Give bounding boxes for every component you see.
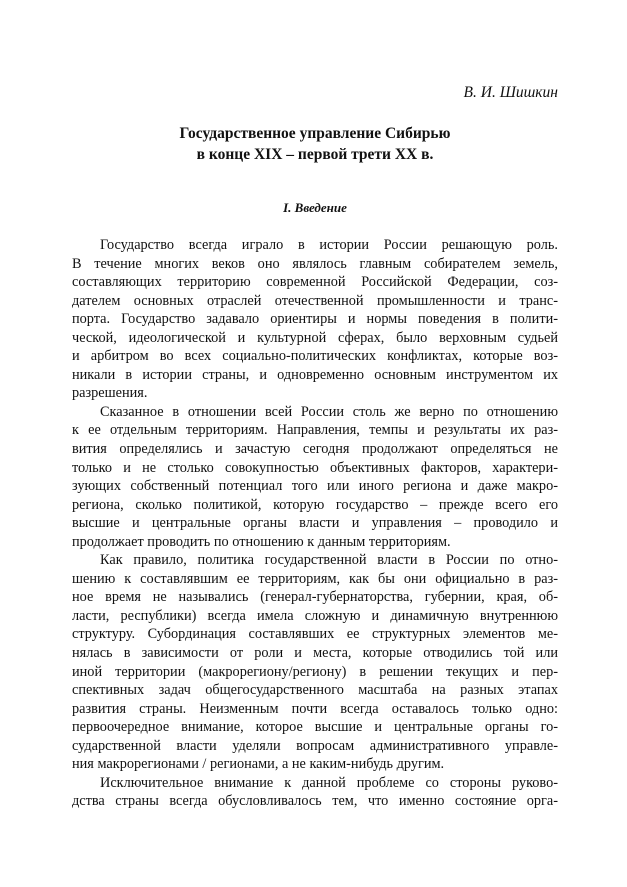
text-line: продолжает проводить по отношению к данным территориям. xyxy=(72,533,451,550)
text-line: Сказанное в отношении всей России столь же верно по отношению xyxy=(100,403,558,420)
text-line: к ее отдельным территориям. Направления, темпы и результаты их раз- xyxy=(72,422,558,439)
section-heading: I. Введение xyxy=(283,200,347,215)
text-line: дателем основных отраслей отечественной промышленности и транс- xyxy=(72,292,558,309)
text-line: и арбитром во всех социально-политических конфликтах, которые воз- xyxy=(72,348,558,365)
text-line: высшие и центральные органы власти и управления – проводило и xyxy=(72,515,558,532)
text-line: нялась в зависимости от роли и места, которые отводились той или xyxy=(72,645,558,662)
text-line: В течение многих веков оно являлось главным собирателем земель, xyxy=(72,255,558,272)
text-line: никали в истории страны, и одновременно основным инструментом их xyxy=(72,366,558,383)
text-line: разрешения. xyxy=(72,385,148,402)
text-line: зующих собственный потенциал того или иного региона и даже макро- xyxy=(72,478,558,495)
text-line: региона, сколько политикой, которую государство – прежде всего его xyxy=(72,496,558,513)
text-line: иной территории (макрорегиону/региону) в решении текущих и пер- xyxy=(72,663,558,680)
title-line: Государственное управление Сибирью xyxy=(179,125,451,142)
text-line: порта. Государство задавало ориентиры и нормы поведения в полити- xyxy=(72,311,558,328)
text-line: сударственной власти уделяли вопросам административного управле- xyxy=(72,737,558,754)
paragraph xyxy=(72,403,558,551)
text-line: Государство всегда играло в истории России решающую роль. xyxy=(100,237,558,253)
text-line: вития определялись и зачастую сегодня продолжают определяться не xyxy=(72,441,558,458)
text-line: ческой, идеологической и культурной сферах, было верховным судьей xyxy=(72,329,558,346)
text-line: только и не столько совокупностью объективных факторов, характери- xyxy=(72,459,558,476)
paragraph xyxy=(72,774,558,811)
text-line: первоочередное внимание, которое высшие и центральные органы го- xyxy=(72,719,558,736)
article-title xyxy=(72,123,558,165)
text-line: Исключительное внимание к данной проблеме со стороны руково- xyxy=(100,774,558,791)
paragraph xyxy=(72,551,558,774)
paragraph xyxy=(72,236,558,403)
text-line: ласти, республики) всегда имела сложную и динамичную внутреннюю xyxy=(72,607,558,624)
text-line: дства страны всегда обусловливалось тем, что именно состояние орга- xyxy=(72,793,558,810)
article-body xyxy=(72,236,558,811)
text-line: развития страны. Неизменным почти всегда оставалось только одно: xyxy=(72,700,558,717)
text-line: структуру. Субординация составлявших ее структурных элементов ме- xyxy=(72,626,558,643)
text-line: Как правило, политика государственной власти в России по отно- xyxy=(100,552,558,569)
author-name: В. И. Шишкин xyxy=(463,84,558,101)
text-line: составляющих территорию современной Российской Федерации, соз- xyxy=(72,274,558,291)
text-line: ное время не назывались (генерал-губернаторства, губернии, края, об- xyxy=(72,589,558,606)
text-line: спективных задач общегосударственного масштаба на разных этапах xyxy=(72,682,558,699)
title-line: в конце XIX – первой трети XX в. xyxy=(196,146,434,163)
text-line: ния макрорегионами / регионами, а не каким-нибудь другим. xyxy=(72,756,445,773)
text-line: шению к составлявшим ее территориям, как бы они официально в раз- xyxy=(72,570,558,587)
